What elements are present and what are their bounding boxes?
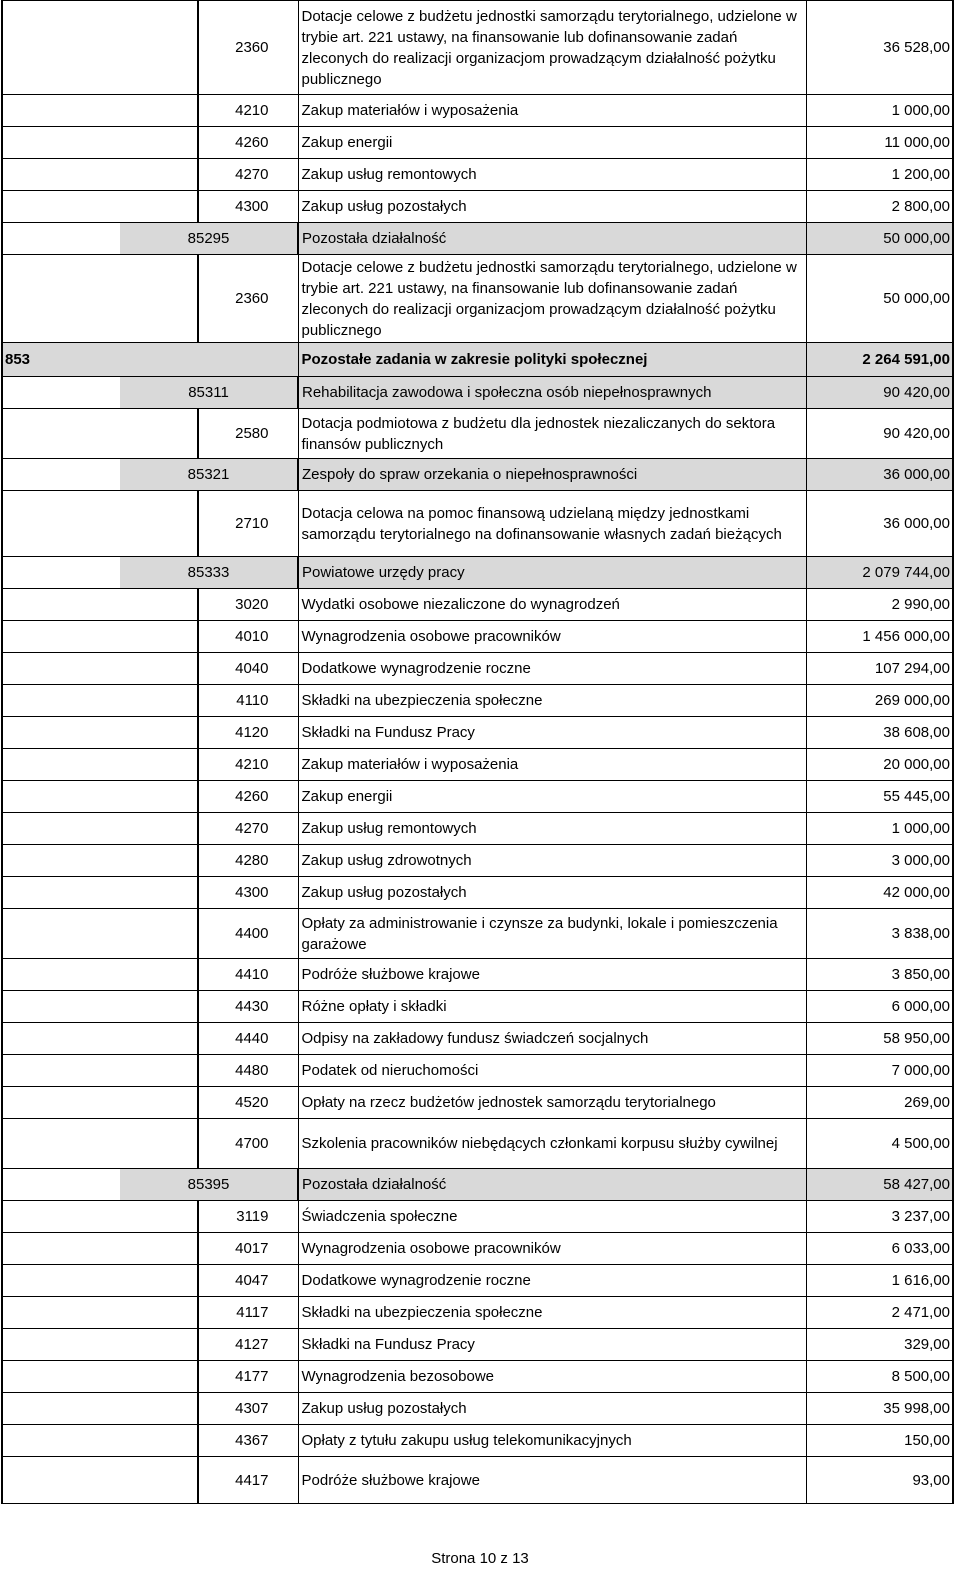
table-row: [2, 749, 953, 781]
rozdzial-row: [2, 223, 953, 255]
paragraf-amount: 11 000,00: [806, 127, 953, 159]
dzial-cell: [2, 1425, 120, 1457]
dzial-code: 853: [2, 343, 298, 377]
rozdzial-cell: [120, 159, 198, 191]
table-row: [2, 1087, 953, 1119]
paragraf-name: Świadczenia społeczne: [298, 1201, 806, 1233]
paragraf-code: 4260: [198, 781, 298, 813]
table-row: [2, 1055, 953, 1087]
table-row: [2, 685, 953, 717]
rozdzial-amount: 58 427,00: [806, 1169, 953, 1201]
rozdzial-cell: [120, 191, 198, 223]
paragraf-amount: 2 471,00: [806, 1297, 953, 1329]
dzial-cell: [2, 1361, 120, 1393]
dzial-cell: [2, 1119, 120, 1169]
rozdzial-cell: [120, 959, 198, 991]
paragraf-amount: 3 237,00: [806, 1201, 953, 1233]
table-row: [2, 959, 953, 991]
rozdzial-cell: [120, 491, 198, 557]
rozdzial-cell: [120, 1023, 198, 1055]
paragraf-code: 4270: [198, 159, 298, 191]
paragraf-name: Podróże służbowe krajowe: [298, 1457, 806, 1504]
rozdzial-code: 85321: [120, 459, 298, 491]
table-row: [2, 255, 953, 343]
paragraf-code: 3020: [198, 589, 298, 621]
paragraf-code: 4010: [198, 621, 298, 653]
dzial-cell: [2, 781, 120, 813]
dzial-cell: [2, 1233, 120, 1265]
paragraf-amount: 35 998,00: [806, 1393, 953, 1425]
dzial-cell: [2, 459, 120, 491]
paragraf-code: 2710: [198, 491, 298, 557]
rozdzial-row: [2, 557, 953, 589]
rozdzial-row: [2, 377, 953, 409]
paragraf-name: Dodatkowe wynagrodzenie roczne: [298, 653, 806, 685]
rozdzial-cell: [120, 1119, 198, 1169]
rozdzial-cell: [120, 749, 198, 781]
paragraf-amount: 1 200,00: [806, 159, 953, 191]
rozdzial-cell: [120, 1, 198, 95]
table-row: [2, 95, 953, 127]
rozdzial-amount: 2 079 744,00: [806, 557, 953, 589]
table-row: [2, 159, 953, 191]
rozdzial-cell: [120, 409, 198, 459]
page-footer: [0, 1550, 960, 1567]
paragraf-name: Wydatki osobowe niezaliczone do wynagrodzeń: [298, 589, 806, 621]
table-row: [2, 1201, 953, 1233]
paragraf-code: 3119: [198, 1201, 298, 1233]
table-row: [2, 909, 953, 959]
paragraf-name: Podróże służbowe krajowe: [298, 959, 806, 991]
paragraf-name: Szkolenia pracowników niebędących członkami korpusu służby cywilnej: [298, 1119, 806, 1169]
paragraf-code: 4120: [198, 717, 298, 749]
rozdzial-cell: [120, 1425, 198, 1457]
paragraf-name: Zakup energii: [298, 127, 806, 159]
paragraf-code: 4520: [198, 1087, 298, 1119]
table-row: [2, 589, 953, 621]
dzial-cell: [2, 557, 120, 589]
table-row: [2, 717, 953, 749]
rozdzial-amount: 50 000,00: [806, 223, 953, 255]
paragraf-amount: 6 000,00: [806, 991, 953, 1023]
paragraf-name: Składki na Fundusz Pracy: [298, 717, 806, 749]
rozdzial-cell: [120, 781, 198, 813]
dzial-cell: [2, 959, 120, 991]
rozdzial-cell: [120, 589, 198, 621]
dzial-cell: [2, 813, 120, 845]
table-row: [2, 1297, 953, 1329]
paragraf-name: Zakup materiałów i wyposażenia: [298, 95, 806, 127]
paragraf-amount: 93,00: [806, 1457, 953, 1504]
paragraf-amount: 150,00: [806, 1425, 953, 1457]
paragraf-code: 4210: [198, 749, 298, 781]
table-row: [2, 877, 953, 909]
dzial-cell: [2, 1393, 120, 1425]
table-row: [2, 491, 953, 557]
paragraf-amount: 6 033,00: [806, 1233, 953, 1265]
paragraf-code: 4110: [198, 685, 298, 717]
paragraf-name: Dodatkowe wynagrodzenie roczne: [298, 1265, 806, 1297]
table-row: [2, 991, 953, 1023]
rozdzial-name: Zespoły do spraw orzekania o niepełnosprawności: [298, 459, 806, 491]
paragraf-name: Zakup usług zdrowotnych: [298, 845, 806, 877]
paragraf-code: 4127: [198, 1329, 298, 1361]
dzial-cell: [2, 159, 120, 191]
rozdzial-cell: [120, 845, 198, 877]
paragraf-amount: 1 456 000,00: [806, 621, 953, 653]
dzial-cell: [2, 845, 120, 877]
paragraf-amount: 20 000,00: [806, 749, 953, 781]
paragraf-amount: 36 000,00: [806, 491, 953, 557]
rozdzial-cell: [120, 1233, 198, 1265]
rozdzial-cell: [120, 1265, 198, 1297]
table-row: [2, 781, 953, 813]
paragraf-amount: 55 445,00: [806, 781, 953, 813]
table-row: [2, 1, 953, 95]
paragraf-amount: 3 838,00: [806, 909, 953, 959]
paragraf-code: 4210: [198, 95, 298, 127]
rozdzial-code: 85333: [120, 557, 298, 589]
rozdzial-cell: [120, 1329, 198, 1361]
paragraf-name: Zakup usług remontowych: [298, 813, 806, 845]
page-number: Strona 10 z 13: [431, 1550, 529, 1567]
paragraf-name: Składki na Fundusz Pracy: [298, 1329, 806, 1361]
paragraf-name: Podatek od nieruchomości: [298, 1055, 806, 1087]
table-row: [2, 1233, 953, 1265]
rozdzial-cell: [120, 877, 198, 909]
paragraf-name: Wynagrodzenia osobowe pracowników: [298, 1233, 806, 1265]
rozdzial-cell: [120, 255, 198, 343]
rozdzial-name: Pozostała działalność: [298, 1169, 806, 1201]
paragraf-name: Zakup energii: [298, 781, 806, 813]
paragraf-amount: 1 616,00: [806, 1265, 953, 1297]
paragraf-amount: 2 990,00: [806, 589, 953, 621]
dzial-cell: [2, 1087, 120, 1119]
paragraf-code: 4700: [198, 1119, 298, 1169]
dzial-cell: [2, 621, 120, 653]
paragraf-code: 4300: [198, 877, 298, 909]
rozdzial-cell: [120, 685, 198, 717]
rozdzial-row: [2, 459, 953, 491]
table-row: [2, 1119, 953, 1169]
table-row: [2, 1457, 953, 1504]
paragraf-name: Zakup usług remontowych: [298, 159, 806, 191]
rozdzial-cell: [120, 621, 198, 653]
paragraf-code: 4417: [198, 1457, 298, 1504]
rozdzial-amount: 36 000,00: [806, 459, 953, 491]
dzial-cell: [2, 653, 120, 685]
rozdzial-cell: [120, 1201, 198, 1233]
paragraf-amount: 269 000,00: [806, 685, 953, 717]
paragraf-code: 4400: [198, 909, 298, 959]
rozdzial-name: Pozostała działalność: [298, 223, 806, 255]
table-row: [2, 191, 953, 223]
paragraf-code: 4307: [198, 1393, 298, 1425]
paragraf-code: 4440: [198, 1023, 298, 1055]
paragraf-amount: 269,00: [806, 1087, 953, 1119]
paragraf-name: Zakup usług pozostałych: [298, 1393, 806, 1425]
paragraf-name: Zakup materiałów i wyposażenia: [298, 749, 806, 781]
table-row: [2, 813, 953, 845]
dzial-cell: [2, 1297, 120, 1329]
rozdzial-row: [2, 1169, 953, 1201]
paragraf-name: Odpisy na zakładowy fundusz świadczeń socjalnych: [298, 1023, 806, 1055]
paragraf-code: 2360: [198, 1, 298, 95]
rozdzial-cell: [120, 653, 198, 685]
paragraf-amount: 58 950,00: [806, 1023, 953, 1055]
paragraf-code: 4367: [198, 1425, 298, 1457]
rozdzial-name: Rehabilitacja zawodowa i społeczna osób niepełnosprawnych: [298, 377, 806, 409]
paragraf-amount: 38 608,00: [806, 717, 953, 749]
paragraf-amount: 36 528,00: [806, 1, 953, 95]
table-row: [2, 1265, 953, 1297]
rozdzial-amount: 90 420,00: [806, 377, 953, 409]
paragraf-amount: 329,00: [806, 1329, 953, 1361]
paragraf-name: Dotacja celowa na pomoc finansową udzielaną między jednostkami samorządu terytorialnego na dofinansowanie własnych zadań bieżących: [298, 491, 806, 557]
rozdzial-cell: [120, 1297, 198, 1329]
table-row: [2, 409, 953, 459]
rozdzial-cell: [120, 813, 198, 845]
paragraf-amount: 2 800,00: [806, 191, 953, 223]
rozdzial-cell: [120, 1087, 198, 1119]
dzial-cell: [2, 95, 120, 127]
dzial-cell: [2, 409, 120, 459]
dzial-cell: [2, 127, 120, 159]
rozdzial-cell: [120, 909, 198, 959]
dzial-cell: [2, 589, 120, 621]
paragraf-amount: 3 850,00: [806, 959, 953, 991]
paragraf-amount: 4 500,00: [806, 1119, 953, 1169]
paragraf-code: 4300: [198, 191, 298, 223]
table-row: [2, 1393, 953, 1425]
paragraf-amount: 1 000,00: [806, 95, 953, 127]
paragraf-name: Dotacje celowe z budżetu jednostki samorządu terytorialnego, udzielone w trybie art. 221 ustawy, na finansowanie lub dofinansowanie zadań zleconych do realizacji organizacjom prowadzącym działalność pożytku publicznego: [298, 1, 806, 95]
rozdzial-name: Powiatowe urzędy pracy: [298, 557, 806, 589]
paragraf-code: 4117: [198, 1297, 298, 1329]
budget-table-body: [2, 1, 953, 1504]
rozdzial-cell: [120, 1361, 198, 1393]
paragraf-name: Wynagrodzenia osobowe pracowników: [298, 621, 806, 653]
paragraf-name: Wynagrodzenia bezosobowe: [298, 1361, 806, 1393]
dzial-cell: [2, 991, 120, 1023]
dzial-cell: [2, 223, 120, 255]
rozdzial-cell: [120, 1055, 198, 1087]
dzial-cell: [2, 1055, 120, 1087]
dzial-cell: [2, 377, 120, 409]
rozdzial-cell: [120, 991, 198, 1023]
dzial-row: [2, 343, 953, 377]
dzial-cell: [2, 191, 120, 223]
rozdzial-code: 85395: [120, 1169, 298, 1201]
paragraf-name: Dotacja podmiotowa z budżetu dla jednostek niezaliczanych do sektora finansów publicznych: [298, 409, 806, 459]
paragraf-amount: 8 500,00: [806, 1361, 953, 1393]
paragraf-code: 4040: [198, 653, 298, 685]
dzial-cell: [2, 255, 120, 343]
paragraf-name: Zakup usług pozostałych: [298, 877, 806, 909]
rozdzial-cell: [120, 127, 198, 159]
paragraf-code: 4410: [198, 959, 298, 991]
dzial-amount: 2 264 591,00: [806, 343, 953, 377]
dzial-cell: [2, 877, 120, 909]
rozdzial-code: 85295: [120, 223, 298, 255]
dzial-cell: [2, 1265, 120, 1297]
paragraf-code: 4430: [198, 991, 298, 1023]
paragraf-code: 4047: [198, 1265, 298, 1297]
paragraf-name: Różne opłaty i składki: [298, 991, 806, 1023]
rozdzial-cell: [120, 1457, 198, 1504]
paragraf-code: 4260: [198, 127, 298, 159]
paragraf-code: 4017: [198, 1233, 298, 1265]
table-row: [2, 1023, 953, 1055]
rozdzial-cell: [120, 95, 198, 127]
paragraf-code: 4280: [198, 845, 298, 877]
rozdzial-cell: [120, 1393, 198, 1425]
paragraf-name: Opłaty za administrowanie i czynsze za budynki, lokale i pomieszczenia garażowe: [298, 909, 806, 959]
paragraf-code: 4177: [198, 1361, 298, 1393]
dzial-cell: [2, 685, 120, 717]
rozdzial-cell: [120, 717, 198, 749]
table-row: [2, 127, 953, 159]
table-row: [2, 1361, 953, 1393]
dzial-cell: [2, 1023, 120, 1055]
dzial-cell: [2, 491, 120, 557]
paragraf-amount: 90 420,00: [806, 409, 953, 459]
paragraf-name: Zakup usług pozostałych: [298, 191, 806, 223]
paragraf-name: Składki na ubezpieczenia społeczne: [298, 1297, 806, 1329]
paragraf-amount: 107 294,00: [806, 653, 953, 685]
dzial-cell: [2, 749, 120, 781]
paragraf-amount: 1 000,00: [806, 813, 953, 845]
table-row: [2, 845, 953, 877]
dzial-cell: [2, 1201, 120, 1233]
dzial-cell: [2, 717, 120, 749]
dzial-cell: [2, 1457, 120, 1504]
dzial-cell: [2, 909, 120, 959]
paragraf-name: Opłaty z tytułu zakupu usług telekomunikacyjnych: [298, 1425, 806, 1457]
paragraf-amount: 3 000,00: [806, 845, 953, 877]
paragraf-name: Opłaty na rzecz budżetów jednostek samorządu terytorialnego: [298, 1087, 806, 1119]
table-row: [2, 621, 953, 653]
table-row: [2, 1425, 953, 1457]
dzial-cell: [2, 1329, 120, 1361]
paragraf-code: 4480: [198, 1055, 298, 1087]
paragraf-amount: 7 000,00: [806, 1055, 953, 1087]
budget-table: [1, 0, 954, 1504]
paragraf-name: Dotacje celowe z budżetu jednostki samorządu terytorialnego, udzielone w trybie art. 221 ustawy, na finansowanie lub dofinansowanie zadań zleconych do realizacji organizacjom prowadzącym działalność pożytku publicznego: [298, 255, 806, 343]
dzial-cell: [2, 1169, 120, 1201]
paragraf-name: Składki na ubezpieczenia społeczne: [298, 685, 806, 717]
paragraf-code: 2580: [198, 409, 298, 459]
table-row: [2, 653, 953, 685]
dzial-name: Pozostałe zadania w zakresie polityki społecznej: [298, 343, 806, 377]
paragraf-amount: 42 000,00: [806, 877, 953, 909]
dzial-cell: [2, 1, 120, 95]
paragraf-code: 4270: [198, 813, 298, 845]
paragraf-amount: 50 000,00: [806, 255, 953, 343]
table-row: [2, 1329, 953, 1361]
rozdzial-code: 85311: [120, 377, 298, 409]
paragraf-code: 2360: [198, 255, 298, 343]
